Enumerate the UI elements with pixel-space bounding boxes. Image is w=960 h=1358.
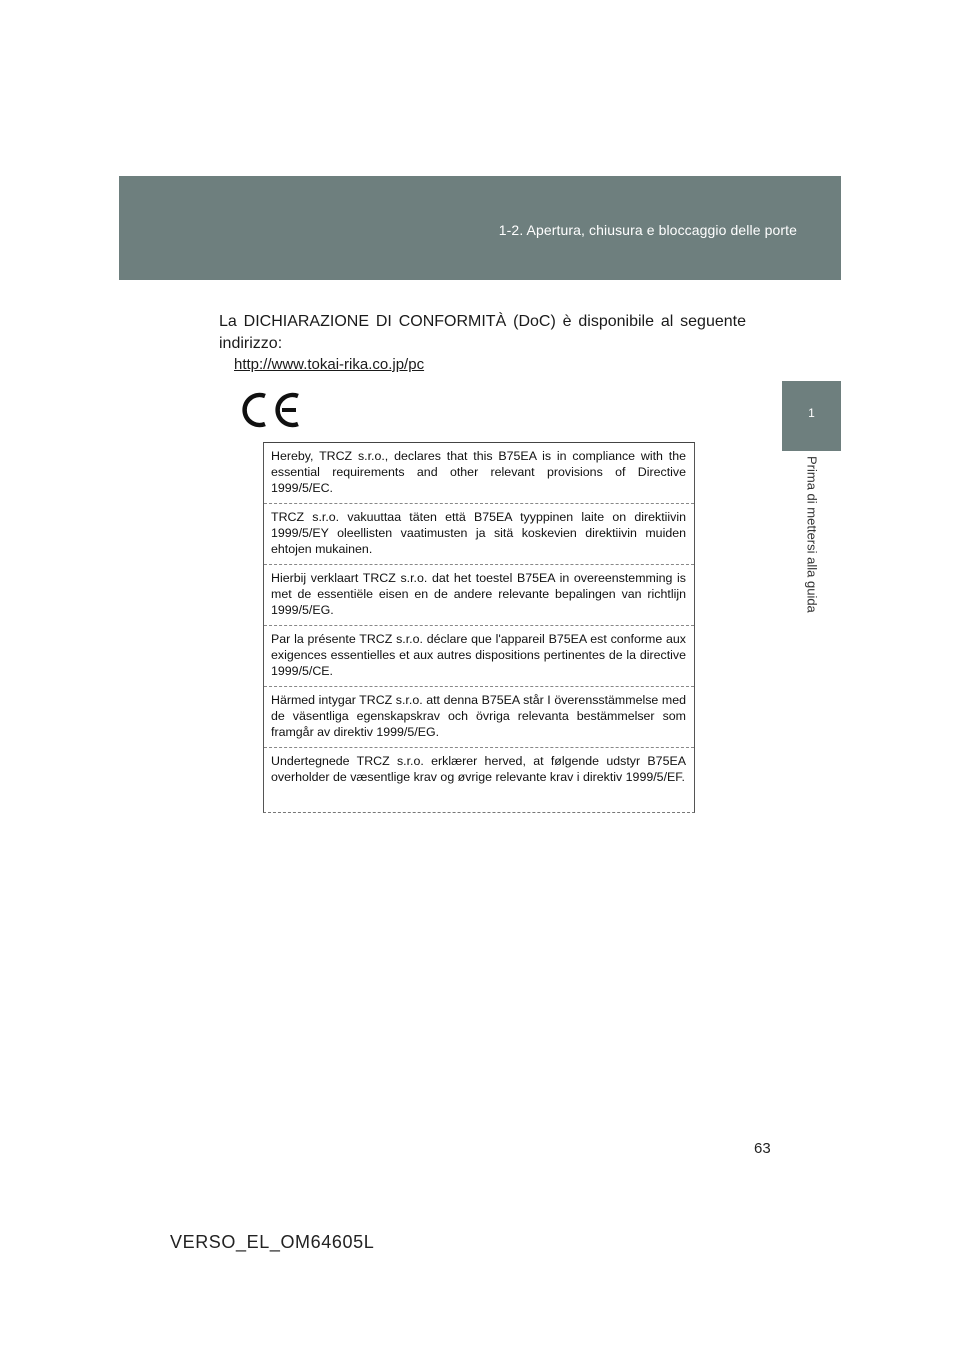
doc-url-link[interactable]: http://www.tokai-rika.co.jp/pc [234,356,425,373]
section-title: 1-2. Apertura, chiusura e bloccaggio delle porte [498,222,797,238]
declaration-french: Par la présente TRCZ s.r.o. déclare que l'appareil B75EA est conforme aux exigences essentielles et aux autres dispositions pertinentes de la directive 1999/5/CE. [264,626,694,687]
chapter-tab [782,381,841,451]
intro-paragraph: La DICHIARAZIONE DI CONFORMITÀ (DoC) è disponibile al seguente indirizzo: [219,313,746,352]
declaration-finnish: TRCZ s.r.o. vakuuttaa täten että B75EA tyyppinen laite on direktiivin 1999/5/EY oleellisten vaatimusten ja sitä koskevien direktiivin muiden ehtojen mukainen. [264,504,694,565]
declaration-dutch: Hierbij verklaart TRCZ s.r.o. dat het toestel B75EA in overeenstemming is met de essentiële eisen en de andere relevante bepalingen van richtlijn 1999/5/EG. [264,565,694,626]
section-header-band [119,176,841,280]
declaration-english: Hereby, TRCZ s.r.o., declares that this B75EA is in compliance with the essential requirements and other relevant provisions of Directive 1999/5/EC. [264,443,694,504]
page-number: 63 [754,1140,771,1157]
declaration-box [263,442,695,813]
declaration-danish: Undertegnede TRCZ s.r.o. erklærer herved, at følgende udstyr B75EA overholder de væsentlige krav og øvrige relevante krav i direktiv 1999/5/EF. [271,754,686,784]
chapter-label [797,456,827,634]
declaration-swedish: Härmed intygar TRCZ s.r.o. att denna B75EA står I överensstämmelse med de väsentliga egenskapskrav och övriga relevanta bestämmelser som framgår av direktiv 1999/5/EG. [264,687,694,748]
chapter-number: 1 [808,406,815,420]
chapter-label-text: Prima di mettersi alla guida [804,456,820,613]
document-code: VERSO_EL_OM64605L [170,1232,375,1252]
ce-mark-icon [238,390,302,430]
